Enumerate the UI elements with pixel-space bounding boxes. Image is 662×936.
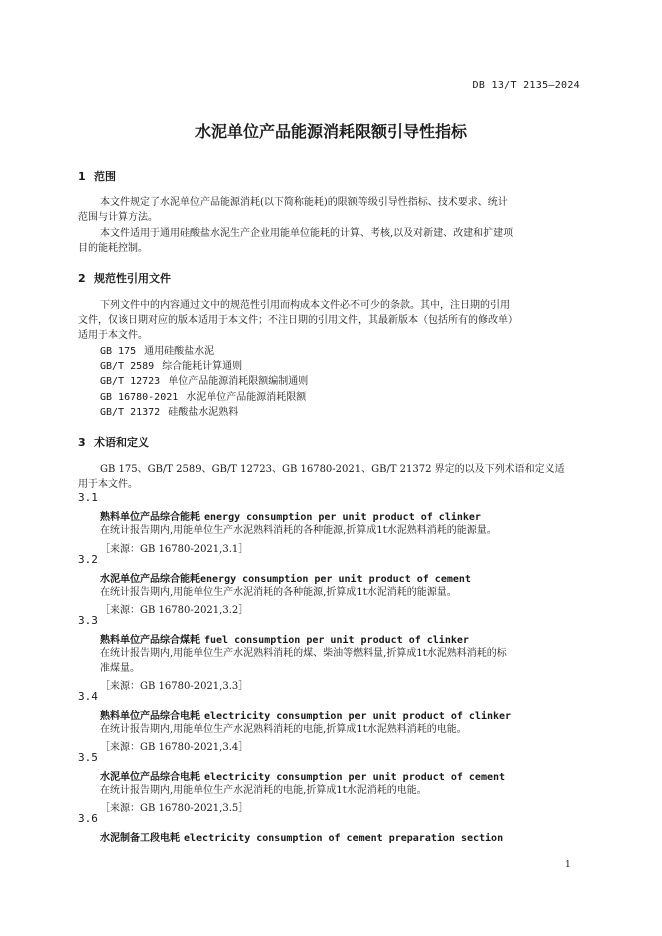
section-title: 规范性引用文件 — [94, 272, 171, 285]
paragraph-line: 范围与计算方法。 — [78, 212, 158, 223]
paragraph-line: 本文件规定了水泥单位产品能源消耗(以下简称能耗)的限额等级引导性指标、技术要求、统计 — [100, 197, 508, 208]
reference-code: GB/T 21372 — [100, 407, 161, 418]
term-source: ［来源：GB 16780-2021,3.5］ — [100, 803, 249, 814]
paragraph-line: 用于本文件。 — [78, 479, 138, 490]
term-chinese: 水泥单位产品综合能耗 — [100, 574, 200, 585]
page-title: 水泥单位产品能源消耗限额引导性指标 — [194, 122, 467, 141]
reference-name: 单位产品能源消耗限额编制通则 — [168, 376, 309, 387]
reference-item — [100, 344, 214, 360]
term-number: 3.3 — [78, 614, 98, 627]
term-definition: 在统计报告期内,用能单位生产水泥熟料消耗的煤、柴油等燃料量,折算成1t水泥熟料消耗的标 — [100, 648, 507, 659]
term-source: ［来源：GB 16780-2021,3.2］ — [100, 605, 249, 616]
reference-item — [100, 405, 238, 421]
section-2-heading — [78, 270, 171, 286]
paragraph-line: GB 175、GB/T 2589、GB/T 12723、GB 16780-2021、GB/T 21372 界定的以及下列术语和定义适 — [100, 464, 565, 475]
term-source: ［来源：GB 16780-2021,3.4］ — [100, 742, 249, 753]
term-definition: 在统计报告期内,用能单位生产水泥消耗的各种能源,折算成1t水泥消耗的能源量。 — [100, 587, 457, 598]
page-number: 1 — [565, 860, 571, 870]
paragraph-line: 下列文件中的内容通过文中的规范性引用而构成本文件必不可少的条款。其中，注日期的引用 — [100, 300, 510, 311]
section-1-heading — [78, 168, 116, 184]
term-chinese: 熟料单位产品综合煤耗 — [100, 635, 200, 646]
section-title: 术语和定义 — [94, 436, 149, 449]
reference-name: 综合能耗计算通则 — [162, 361, 243, 372]
term-heading — [100, 508, 481, 523]
paragraph-line: 适用于本文件。 — [78, 330, 148, 341]
paragraph-line: 本文件适用于通用硅酸盐水泥生产企业用能单位能耗的计算、考核,以及对新建、改建和扩建项 — [100, 228, 514, 239]
term-chinese: 水泥制备工段电耗 — [100, 833, 180, 844]
term-chinese: 水泥单位产品综合电耗 — [100, 772, 200, 783]
term-definition: 在统计报告期内,用能单位生产水泥消耗的电能,折算成1t水泥消耗的电能。 — [100, 785, 427, 796]
term-source: ［来源：GB 16780-2021,3.1］ — [100, 544, 249, 555]
term-heading — [100, 570, 471, 585]
term-english: electricity consumption per unit product of clinker — [204, 711, 512, 722]
reference-code: GB/T 2589 — [100, 361, 155, 372]
term-heading — [100, 707, 511, 722]
reference-code: GB/T 12723 — [100, 376, 161, 387]
paragraph-line: 目的能耗控制。 — [78, 243, 148, 254]
reference-item — [100, 359, 242, 375]
term-english: electricity consumption per unit product of cement — [204, 772, 506, 783]
term-english: electricity consumption of cement preparation section — [184, 833, 504, 844]
term-definition: 在统计报告期内,用能单位生产水泥熟料消耗的各种能源,折算成1t水泥熟料消耗的能源量。 — [100, 525, 497, 536]
term-number: 3.4 — [78, 690, 98, 703]
term-chinese: 熟料单位产品综合电耗 — [100, 711, 200, 722]
term-definition: 在统计报告期内,用能单位生产水泥熟料消耗的电能,折算成1t水泥熟料消耗的电能。 — [100, 724, 467, 735]
section-number: 2 — [78, 272, 86, 285]
term-heading — [100, 829, 503, 844]
section-3-heading — [78, 434, 149, 450]
reference-code: GB 16780-2021 — [100, 392, 179, 403]
term-number: 3.5 — [78, 751, 98, 764]
term-english: fuel consumption per unit product of clinker — [204, 635, 469, 646]
term-chinese: 熟料单位产品综合能耗 — [100, 512, 200, 523]
term-number: 3.2 — [78, 553, 98, 566]
reference-name: 通用硅酸盐水泥 — [144, 346, 215, 357]
term-definition: 准煤量。 — [100, 663, 140, 674]
section-number: 3 — [78, 436, 86, 449]
term-source: ［来源：GB 16780-2021,3.3］ — [100, 681, 249, 692]
reference-item — [100, 390, 306, 406]
term-heading — [100, 768, 505, 783]
reference-code: GB 175 — [100, 346, 137, 357]
term-english: energy consumption per unit product of clinker — [204, 512, 481, 523]
section-title: 范围 — [94, 170, 116, 183]
term-number: 3.6 — [78, 812, 98, 825]
reference-name: 硅酸盐水泥熟料 — [168, 407, 239, 418]
term-number: 3.1 — [78, 491, 98, 504]
term-heading — [100, 631, 469, 646]
reference-name: 水泥单位产品能源消耗限额 — [186, 392, 307, 403]
document-code: DB 13/T 2135—2024 — [472, 80, 580, 91]
term-english: energy consumption per unit product of cement — [200, 574, 471, 585]
reference-item — [100, 374, 308, 390]
paragraph-line: 文件，仅该日期对应的版本适用于本文件；不注日期的引用文件，其最新版本（包括所有的修改单） — [78, 315, 518, 326]
section-number: 1 — [78, 170, 86, 183]
